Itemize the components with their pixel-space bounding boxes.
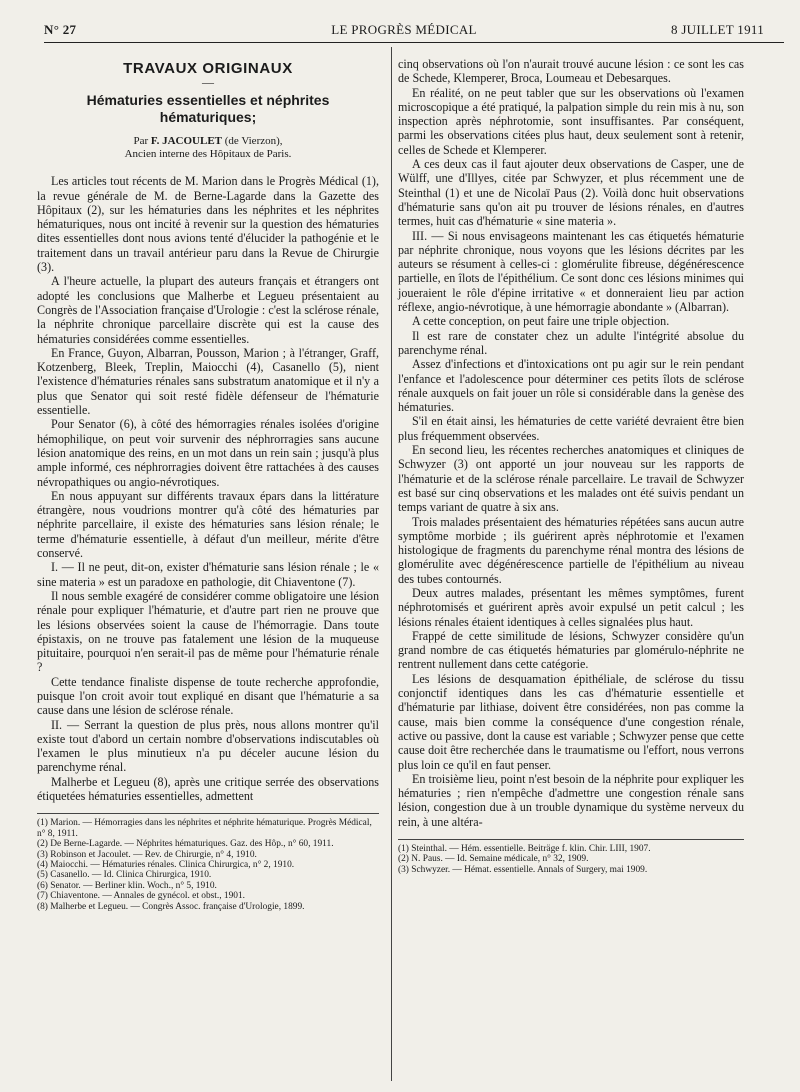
paragraph: A ces deux cas il faut ajouter deux observations de Casper, une de Wülff, une d'Illyes, citée par Schwyzer, et plus récemment une de Steinthal (1) et une de Nicolaï Paus (2). Voilà donc huit observations d'hématurie sans qu'on ait pu trouver de lésions rénales, en d'autres termes, huit cas d'hématurie « sine materia ».: [398, 157, 744, 229]
footnote-rule: [37, 813, 379, 814]
section-heading: TRAVAUX ORIGINAUX: [123, 60, 293, 77]
paragraph: Malherbe et Legueu (8), après une critique serrée des observations étiquetées hématuries essentielles, admettent: [37, 774, 379, 804]
page-header: [44, 22, 764, 44]
paragraph: cinq observations où l'on n'aurait trouvé aucune lésion : ce sont les cas de Schede, Klemperer, Broca, Loumeau et Debesarques.: [398, 57, 744, 86]
issue-date: 8 JUILLET 1911: [670, 22, 764, 37]
footnote: (1) Marion. — Hémorragies dans les néphrites et néphrite hématurique. Progrès Médical, n° 8, 1911.: [37, 818, 372, 839]
footnote: (6) Senator. — Berliner klin. Woch., n° 5, 1910.: [37, 880, 217, 891]
paragraph: En nous appuyant sur différents travaux épars dans la littérature étrangère, nous voudrions montrer qu'à côté des hématuries par néphrite parcellaire, il existe des hématuries sans lésion rénale; le terme d'hématurie essentielle, à défaut d'un meilleur, mérite d'être conservé.: [37, 488, 379, 561]
paragraph: Trois malades présentaient des hématuries répétées sans aucun autre symptôme morbide ; ils guérirent après néphrotomie et l'examen histologique de fragments du parenchyme rénal montra des lésions de glomérulite avec dégénérescence partielle de l'épithélium au niveau des tubes contournés.: [398, 514, 744, 586]
paragraph: En France, Guyon, Albarran, Pousson, Marion ; à l'étranger, Graff, Kotzenberg, Bleek, Treplin, Maiocchi (4), Casanello (5), nient l'existence d'hématuries rénales sans substratum anatomique et il n'y a plus que Senator qui soit resté fidèle défenseur de l'hématurie essentielle.: [37, 345, 379, 418]
paragraph: A cette conception, on peut faire une triple objection.: [412, 314, 670, 329]
paragraph: I. — Il ne peut, dit-on, exister d'hématurie sans lésion rénale ; le « sine materia » est un paradoxe en pathologie, dit Chiaventone (7).: [37, 560, 379, 589]
footnote: (3) Robinson et Jacoulet. — Rev. de Chirurgie, n° 4, 1910.: [37, 849, 257, 860]
journal-name: LE PROGRÈS MÉDICAL: [331, 22, 477, 37]
footnote: (3) Schwyzer. — Hémat. essentielle. Annals of Surgery, mai 1909.: [398, 864, 648, 875]
paragraph: Frappé de cette similitude de lésions, Schwyzer considère qu'un grand nombre de cas étiquetés hématuries par glomérulo-néphrite ne rentrent nullement dans cette catégorie.: [398, 628, 744, 672]
issue-number: N° 27: [44, 22, 77, 37]
paragraph: Les lésions de desquamation épithéliale, de sclérose du tissu conjonctif identiques dans les cas d'hématurie essentielle et d'hématurie par lithiase, doivent être considérées, non pas comme la cause, mais bien comme la conséquence d'une congestion rénale, active ou passive, dont la cause est variable ; Schwyzer pense que cette cause doit être recherchée dans le traumatisme ou l'effort, nous verrons plus loin ce qu'il en faut penser.: [398, 671, 744, 772]
footnote: (8) Malherbe et Legueu. — Congrès Assoc. française d'Urologie, 1899.: [37, 901, 305, 912]
paragraph: II. — Serrant la question de plus près, nous allons montrer qu'il existe tout d'abord un certain nombre d'observations indiscutables où l'examen le plus minutieux n'a pu déceler aucune lésion du parenchyme rénal.: [37, 717, 379, 775]
footnote: (5) Casanello. — Id. Clinica Chirurgica, 1910.: [37, 870, 212, 881]
byline-prefix: Par: [133, 135, 149, 148]
footnote: (2) N. Paus. — Id. Semaine médicale, n° 32, 1909.: [398, 854, 589, 865]
footnote-rule: [398, 839, 744, 840]
footnote: (4) Maiocchi. — Hématuries rénales. Clinica Chirurgica, n° 2, 1910.: [37, 859, 295, 870]
author-place: (de Vierzon),: [224, 135, 283, 148]
paragraph: S'il en était ainsi, les hématuries de cette variété devraient être bien plus fréquemment observées.: [398, 414, 744, 443]
left-column: [37, 62, 379, 912]
paragraph: Il nous semble exagéré de considérer comme obligatoire une lésion rénale pour expliquer l'hématurie, et d'autre part rien ne prouve que les lésions observées soient la cause de l'hémorragie. Dans toute épistaxis, on ne trouve pas fatalement une lésion de la muqueuse pituitaire, pourquoi n'en serait-il pas de même pour l'hématurie rénale ?: [37, 588, 379, 675]
paragraph: Les articles tout récents de M. Marion dans le Progrès Médical (1), la revue générale de M. de Berne-Lagarde dans la Gazette des Hôpitaux (2), sur les hématuries dans les néphrites et les néphrites hématuriques, nous ont incité à revenir sur la question des hématuries dites essentielles dont nous avions tenté d'élucider la pathogénie et le traitement dans un travail antérieur paru dans la Revue de Chirurgie (3).: [37, 174, 379, 275]
section-dash: —: [202, 75, 214, 90]
article-title: Hématuries essentielles et néphrites hématuriques;: [86, 92, 330, 126]
author-affiliation: Ancien interne des Hôpitaux de Paris.: [124, 148, 292, 161]
paragraph: En second lieu, les récentes recherches anatomiques et cliniques de Schwyzer (3) ont apporté un jour nouveau sur les rapports de l'hématurie et de la sclérose rénale parcellaire. Le travail de Schwyzer est basé sur cinq observations et les malades ont été suivis pendant un temps variant de quatre à six ans.: [398, 443, 744, 515]
paragraph: En troisième lieu, point n'est besoin de la néphrite pour expliquer les hématuries ; rien n'empêche d'admettre une congestion rénale sans lésion, congestion due à un trouble dynamique du système nerveux du rein, à une altéra-: [398, 771, 744, 829]
column-divider: [391, 47, 392, 1081]
footnote: (2) De Berne-Lagarde. — Néphrites hématuriques. Gaz. des Hôp., n° 60, 1911.: [37, 839, 334, 850]
right-column: [398, 57, 744, 875]
paragraph: En réalité, on ne peut tabler que sur les observations où l'examen microscopique a été pratiqué, la palpation simple du rein mis à nu, son inspection après néphrotomie, sont insuffisantes. Par conséquent, parmi les observations citées plus haut, deux seulement sont à retenir, celles de Schede et Klemperer.: [398, 85, 744, 157]
footnote: (1) Steinthal. — Hém. essentielle. Beiträge f. klin. Chir. LIII, 1907.: [398, 844, 651, 855]
paragraph: A l'heure actuelle, la plupart des auteurs français et étrangers ont adopté les conclusions que Malherbe et Legueu présentaient au Congrès de l'Association française d'Urologie : c'est la sclérose rénale, la néphrite chronique parcellaire discrète qui est la cause des hématuries considérées comme essentielles.: [37, 274, 379, 346]
author-name: F. JACOULET: [150, 135, 222, 148]
footnote: (7) Chiaventone. — Annales de gynécol. et obst., 1901.: [37, 891, 246, 902]
paragraph: Pour Senator (6), à côté des hémorragies rénales isolées d'origine hémophilique, on peut voir survenir des néphrorragies sans aucune lésion anatomique des reins, en un mot dans un rein sain ; jusqu'à plus ample informé, ces néphrorragies doivent être rattachées à des causes névropathiques ou angio-névrotiques.: [37, 417, 379, 489]
paragraph: Cette tendance finaliste dispense de toute recherche approfondie, puisque l'on croit avoir tout expliqué en disant que l'hématurie a sa cause dans une lésion de sclérose rénale.: [37, 674, 379, 718]
paragraph: III. — Si nous envisageons maintenant les cas étiquetés hématurie par néphrite chronique, nous voyons que les lésions décrites par les auteurs se résument à celles-ci : glomérulite fibreuse, dégénérescence partielle, en îlots de l'épithélium. Ce sont donc ces lésions minimes qui joueraient le rôle d'épine irritative « et donneraient lieu par action réflexe, angio-névrotique, à une hémorragie abondante » (Albarran).: [398, 228, 744, 315]
header-rule: [44, 42, 784, 43]
byline: [37, 135, 379, 148]
paragraph: Il est rare de constater chez un adulte l'intégrité absolue du parenchyme rénal.: [398, 328, 744, 357]
paragraph: Assez d'infections et d'intoxications ont pu agir sur le rein pendant l'enfance et l'adolescence pour déterminer ces petits îlots de sclérose rénale auxquels on fait jouer un rôle si considérable dans la genèse des hématuries.: [398, 357, 744, 415]
paragraph: Deux autres malades, présentant les mêmes symptômes, furent néphrotomisés et guérirent après avoir expulsé un petit calcul ; les lésions rénales étaient identiques à celles signalées plus haut.: [398, 585, 744, 629]
